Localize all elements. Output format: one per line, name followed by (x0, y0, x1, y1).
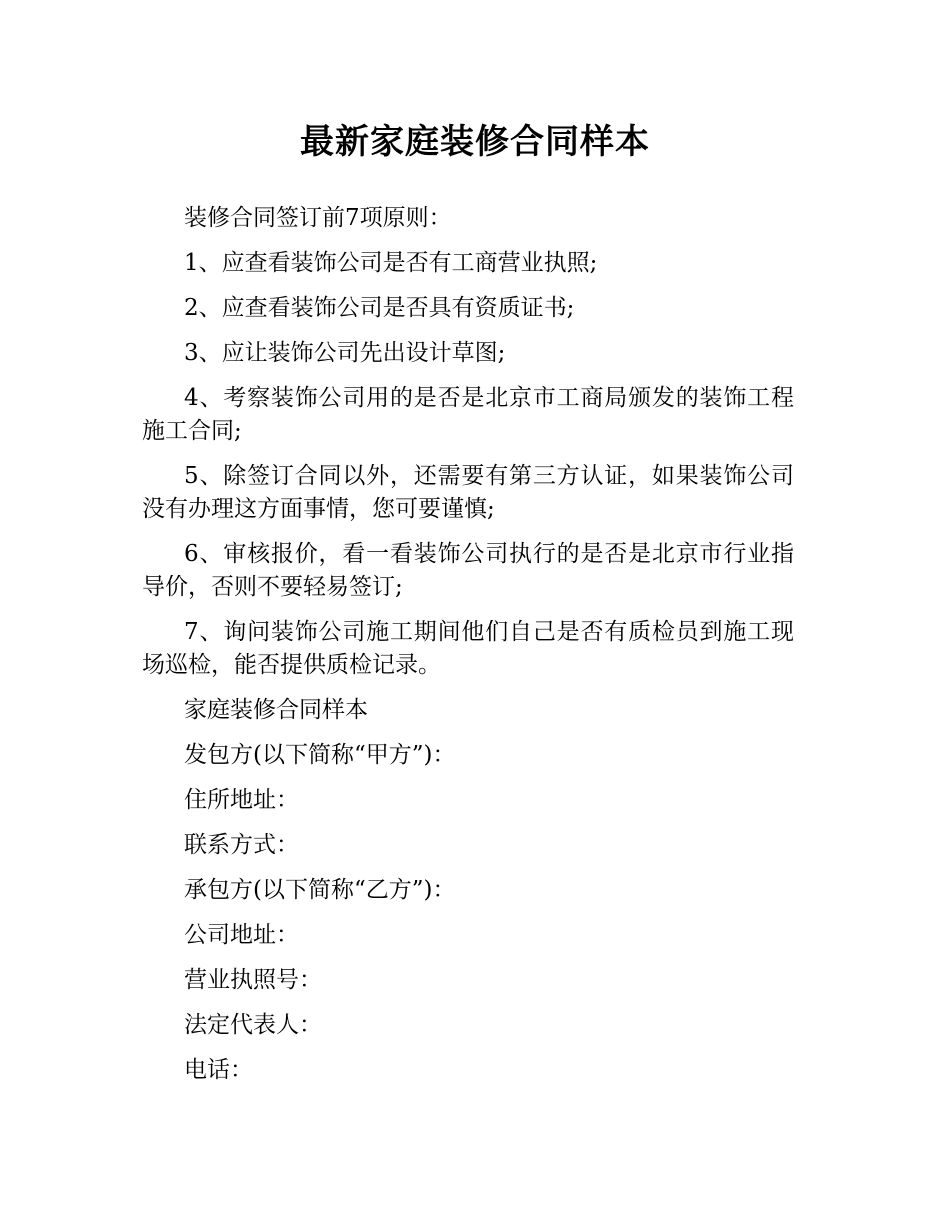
principle-3: 3、应让装饰公司先出设计草图; (184, 340, 506, 366)
principles-heading: 装修合同签订前7项原则： (184, 205, 452, 231)
document-title: 最新家庭装修合同样本 (300, 122, 650, 162)
party-b-address: 公司地址： (184, 922, 299, 948)
party-a-address: 住所地址： (184, 787, 299, 813)
party-b-license: 营业执照号： (184, 967, 322, 993)
party-a-contact: 联系方式： (184, 832, 299, 858)
document-body (142, 202, 794, 1099)
principle-7: 7、询问装饰公司施工期间他们自己是否有质检员到施工现场巡检，能否提供质检记录。 (142, 619, 794, 678)
contract-sample-heading: 家庭装修合同样本 (184, 697, 368, 723)
principle-5: 5、除签订合同以外，还需要有第三方认证，如果装饰公司没有办理这方面事情，您可要谨慎; (142, 463, 794, 522)
principle-6: 6、审核报价，看一看装饰公司执行的是否是北京市行业指导价，否则不要轻易签订; (142, 541, 794, 600)
principle-1: 1、应查看装饰公司是否有工商营业执照; (184, 250, 598, 276)
principle-4: 4、考察装饰公司用的是否是北京市工商局颁发的装饰工程施工合同; (142, 385, 794, 444)
party-a-line: 发包方(以下简称“甲方”)： (184, 742, 456, 768)
principle-2: 2、应查看装饰公司是否具有资质证书; (184, 295, 575, 321)
party-b-phone: 电话： (184, 1057, 253, 1083)
party-b-representative: 法定代表人： (184, 1012, 322, 1038)
party-b-line: 承包方(以下简称“乙方”)： (184, 877, 456, 903)
